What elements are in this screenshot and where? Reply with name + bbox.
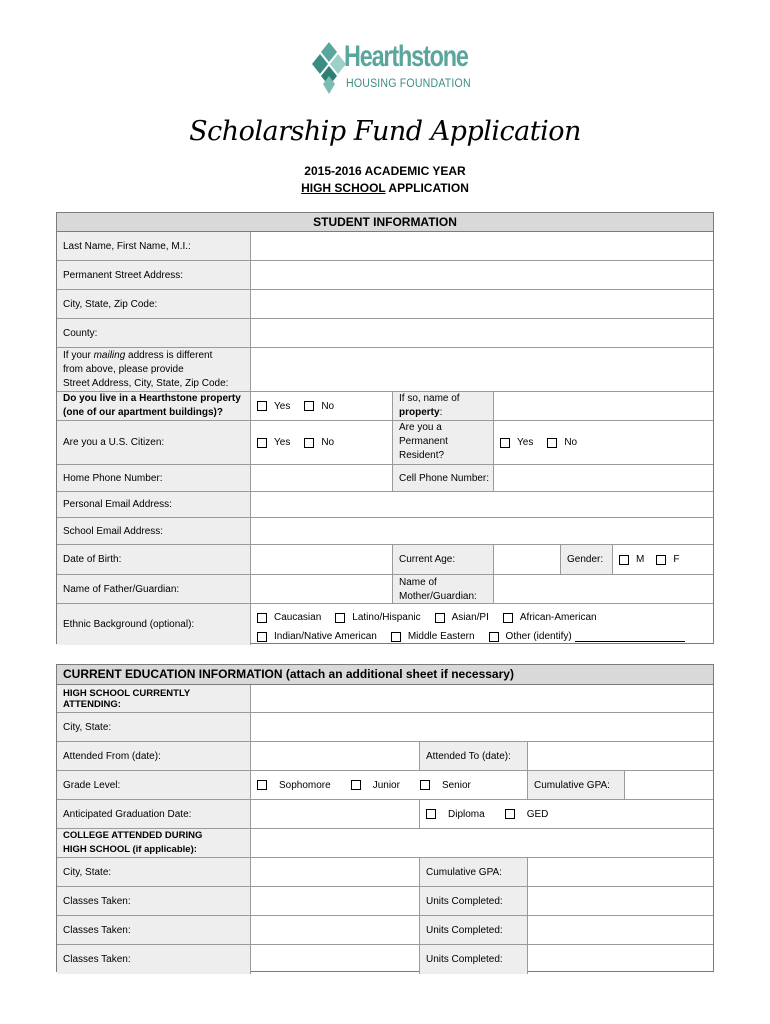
yes-label: Yes [274,437,291,448]
sophomore-label: Sophomore [279,779,331,791]
hs-label: HIGH SCHOOL CURRENTLY ATTENDING: [57,685,250,712]
classes-field-2[interactable] [250,916,419,944]
county-field[interactable] [250,319,713,347]
checkbox-icon [391,632,401,642]
resident-yes-no [493,421,713,464]
checkbox-icon [257,438,267,448]
college-label [57,829,250,857]
citizen-no-checkbox[interactable] [304,437,334,448]
application-label: APPLICATION [385,181,469,195]
units-label-1: Units Completed: [419,887,527,915]
age-label: Current Age: [392,545,493,574]
property-name-colon: : [439,407,443,418]
ged-checkbox[interactable] [505,809,549,820]
education-header [57,665,713,685]
table-row [57,742,713,771]
classes-label-3: Classes Taken: [57,945,250,974]
senior-label: Senior [441,779,471,791]
checkbox-icon [257,780,267,790]
checkbox-icon [420,780,430,790]
resident-yes-checkbox[interactable] [500,437,533,448]
property-yes-checkbox[interactable] [257,401,290,412]
college-line1: COLLEGE ATTENDED DURING [63,830,203,841]
dob-label: Date of Birth: [57,545,250,574]
street-label: Permanent Street Address: [57,261,250,289]
table-row [57,518,713,545]
table-row [57,319,713,348]
grad-date-field[interactable] [250,800,419,828]
mother-line2: Mother/Guardian: [399,591,477,602]
from-field[interactable] [250,742,419,770]
table-row [57,887,713,916]
table-row [57,800,713,829]
application-type [0,181,770,195]
college-field[interactable] [250,829,713,857]
father-label: Name of Father/Guardian: [57,575,250,603]
eth-asian-label: Asian/PI [451,612,489,623]
checkbox-icon [503,613,513,623]
eth-other-label: Other (identify) [505,631,572,642]
gender-label: Gender: [560,545,612,574]
diploma-checkbox[interactable] [426,809,485,820]
f-label: F [673,554,680,565]
hs-field[interactable] [250,685,713,712]
property-name1: If so, name of [399,393,460,404]
units-field-2[interactable] [527,916,713,944]
name-field[interactable] [250,232,713,260]
checkbox-icon [547,438,557,448]
diamond-logo-icon [312,42,346,94]
eth-caucasian-label: Caucasian [274,612,322,623]
junior-checkbox[interactable] [351,780,400,791]
mailing-line3: Street Address, City, State, Zip Code: [63,378,229,389]
personal-email-field[interactable] [250,492,713,517]
college-city-field[interactable] [250,858,419,886]
yes-label: Yes [274,400,291,412]
table-row [57,492,713,518]
checkbox-icon [351,780,361,790]
senior-checkbox[interactable] [420,780,471,791]
units-field-1[interactable] [527,887,713,915]
college-city-label: City, State: [57,858,250,886]
eth-caucasian-checkbox[interactable] [257,612,321,623]
home-phone-field[interactable] [250,465,392,491]
grade-label: Grade Level: [57,771,250,799]
mailing-post: address is different [125,350,213,361]
sophomore-checkbox[interactable] [257,780,331,791]
classes-label-1: Classes Taken: [57,887,250,915]
ged-label: GED [526,808,549,820]
table-row [57,916,713,945]
perm-line3: Resident? [399,450,445,461]
hs-city-field[interactable] [250,713,713,741]
no-label: No [321,437,335,448]
eth-latino-label: Latino/Hispanic [352,612,421,623]
father-field[interactable] [250,575,392,603]
mailing-em: mailing [93,350,126,361]
student-information-table [56,212,714,644]
checkbox-icon [304,438,314,448]
permanent-resident-label [392,421,493,464]
table-row [57,232,713,261]
to-field[interactable] [527,742,713,770]
checkbox-icon [426,809,436,819]
m-label: M [636,554,645,565]
no-label: No [321,400,335,412]
diploma-label: Diploma [448,808,485,820]
logo-subtitle: HOUSING FOUNDATION [346,78,471,90]
units-field-3[interactable] [527,945,713,974]
table-row [57,771,713,800]
table-row [57,713,713,742]
hs-city-label: City, State: [57,713,250,741]
education-table [56,664,714,972]
property-q1: Do you live in a Hearthstone property [63,393,241,404]
mailing-line2: from above, please provide [63,364,184,375]
checkbox-icon [500,438,510,448]
mother-field[interactable] [493,575,713,603]
logo [312,40,471,98]
eth-other-line[interactable] [575,632,685,642]
gender-f-checkbox[interactable] [656,554,679,565]
perm-line2: Permanent [399,436,448,447]
junior-label: Junior [372,779,400,791]
units-label-3: Units Completed: [419,945,527,974]
mailing-label [57,348,250,391]
classes-label-2: Classes Taken: [57,916,250,944]
gpa-label: Cumulative GPA: [527,771,624,799]
dob-field[interactable] [250,545,392,574]
table-row [57,604,713,645]
checkbox-icon [435,613,445,623]
name-label: Last Name, First Name, M.I.: [57,232,250,260]
diploma-options [419,800,713,828]
to-label: Attended To (date): [419,742,527,770]
table-row [57,465,713,492]
table-row [57,392,713,421]
checkbox-icon [505,809,515,819]
property-name2: property [399,407,440,418]
age-field[interactable] [493,545,560,574]
table-row [57,829,713,858]
eth-african-label: African-American [519,612,597,623]
street-field[interactable] [250,261,713,289]
grad-date-label: Anticipated Graduation Date: [57,800,250,828]
mother-line1: Name of [399,577,437,588]
checkbox-icon [304,401,314,411]
cell-phone-label: Cell Phone Number: [392,465,493,491]
gpa-field[interactable] [624,771,713,799]
grade-options [250,771,527,799]
ethnic-label: Ethnic Background (optional): [57,604,250,645]
eth-african-checkbox[interactable] [503,612,597,623]
perm-line1: Are you a [399,422,442,433]
table-row [57,575,713,604]
checkbox-icon [656,555,666,565]
table-row [57,685,713,713]
college-gpa-field[interactable] [527,858,713,886]
checkbox-icon [257,632,267,642]
resident-no-checkbox[interactable] [547,437,577,448]
checkbox-icon [619,555,629,565]
table-row [57,348,713,392]
eth-indian-checkbox[interactable] [257,631,377,642]
academic-year: 2015-2016 ACADEMIC YEAR [304,164,466,178]
checkbox-icon [257,613,267,623]
table-row [57,261,713,290]
table-row [57,421,713,465]
property-no-checkbox[interactable] [304,401,334,412]
ethnic-options [250,604,713,645]
citizen-yes-checkbox[interactable] [257,437,290,448]
checkbox-icon [335,613,345,623]
eth-latino-checkbox[interactable] [335,612,420,623]
mailing-pre: If your [63,350,94,361]
county-label: County: [57,319,250,347]
table-row [57,545,713,575]
city-field[interactable] [250,290,713,318]
home-phone-label: Home Phone Number: [57,465,250,491]
college-gpa-label: Cumulative GPA: [419,858,527,886]
eth-asian-checkbox[interactable] [435,612,489,623]
property-name-field[interactable] [493,392,713,420]
property-yes-no [250,392,392,420]
table-row [57,858,713,887]
high-school-label: HIGH SCHOOL [301,181,386,195]
gender-options [612,545,713,574]
education-title: CURRENT EDUCATION INFORMATION (attach an additional sheet if necessary) [63,667,514,681]
mailing-field[interactable] [250,348,713,391]
logo-name: Hearthstone [344,40,468,73]
checkbox-icon [257,401,267,411]
from-label: Attended From (date): [57,742,250,770]
city-label: City, State, Zip Code: [57,290,250,318]
property-question [57,392,250,420]
table-row [57,290,713,319]
student-info-title: STUDENT INFORMATION [313,215,457,229]
cell-phone-field[interactable] [493,465,713,491]
mother-label [392,575,493,603]
page-title: Scholarship Fund Application [189,116,581,147]
eth-middle-checkbox[interactable] [391,631,475,642]
eth-other-checkbox[interactable] [489,631,685,642]
no-label: No [564,437,578,448]
school-email-field[interactable] [250,518,713,544]
table-row [57,945,713,974]
college-line2: HIGH SCHOOL (if applicable): [63,844,197,855]
units-label-2: Units Completed: [419,916,527,944]
classes-field-1[interactable] [250,887,419,915]
yes-label: Yes [517,437,534,448]
property-name-label [392,392,493,420]
checkbox-icon [489,632,499,642]
gender-m-checkbox[interactable] [619,554,644,565]
school-email-label: School Email Address: [57,518,250,544]
citizen-yes-no [250,421,392,464]
citizen-label: Are you a U.S. Citizen: [57,421,250,464]
property-q2: (one of our apartment buildings)? [63,407,223,418]
eth-middle-label: Middle Eastern [407,631,475,642]
student-info-header [57,213,713,232]
classes-field-3[interactable] [250,945,419,974]
eth-indian-label: Indian/Native American [274,631,377,642]
personal-email-label: Personal Email Address: [57,492,250,517]
